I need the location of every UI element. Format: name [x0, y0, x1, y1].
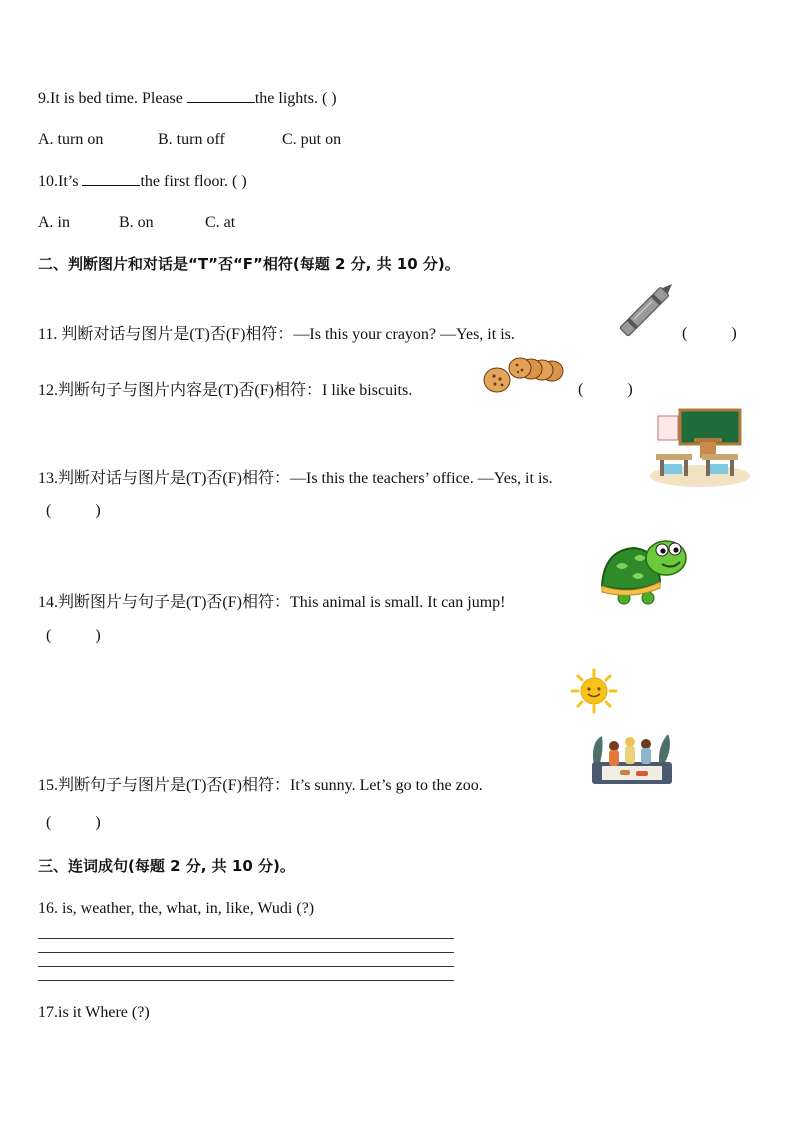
q10-prefix: 10.It’s: [38, 173, 83, 190]
q11-text: 11. 判断对话与图片是(T)否(F)相符：—Is this your crayon? —Yes, it is.: [38, 326, 515, 343]
q10-options: [38, 213, 235, 233]
q9-option-a[interactable]: A. turn on: [38, 131, 104, 148]
q10-option-c[interactable]: C. at: [205, 214, 236, 231]
q10-blank[interactable]: [82, 171, 140, 186]
q9-blank[interactable]: [187, 88, 255, 103]
turtle-icon: [596, 536, 690, 608]
q9-option-b[interactable]: B. turn off: [158, 131, 225, 148]
q17-text: 17.is it Where (?): [38, 1004, 150, 1021]
q9-options: [38, 130, 341, 150]
q13-text: 13.判断对话与图片是(T)否(F)相符：—Is this the teachers’ office. —Yes, it is.: [38, 470, 553, 487]
q12-answer-paren[interactable]: ( ): [578, 381, 633, 398]
q13-answer-paren[interactable]: ( ): [46, 502, 101, 519]
q14-answer-paren[interactable]: ( ): [46, 627, 101, 644]
section3-heading: 三、连词成句(每题 2 分, 共 10 分)。: [38, 857, 295, 875]
classroom-icon: [650, 408, 750, 488]
q16-writing-line-3[interactable]: [38, 966, 454, 967]
q16-writing-line-2[interactable]: [38, 952, 454, 953]
q10-stem: [38, 171, 247, 192]
q9-stem: [38, 88, 337, 109]
q9-prefix: 9.It is bed time. Please: [38, 90, 187, 107]
q15-answer-paren[interactable]: ( ): [46, 814, 101, 831]
q14-text: 14.判断图片与句子是(T)否(F)相符：This animal is small. It can jump!: [38, 594, 506, 611]
q11-answer-paren[interactable]: ( ): [682, 325, 737, 342]
crayon-icon: [612, 284, 674, 342]
q16-writing-line-1[interactable]: [38, 938, 454, 939]
q10-option-b[interactable]: B. on: [119, 214, 154, 231]
q12-text: 12.判断句子与图片内容是(T)否(F)相符：I like biscuits.: [38, 382, 413, 399]
biscuits-icon: [482, 354, 564, 396]
sun-icon: [568, 668, 620, 714]
q15-text: 15.判断句子与图片是(T)否(F)相符：It’s sunny. Let’s go to the zoo.: [38, 777, 483, 794]
section2-heading: 二、判断图片和对话是“T”否“F”相符(每题 2 分, 共 10 分)。: [38, 255, 460, 273]
q9-option-c[interactable]: C. put on: [282, 131, 342, 148]
q10-option-a[interactable]: A. in: [38, 214, 70, 231]
q16-text: 16. is, weather, the, what, in, like, Wudi (?): [38, 900, 315, 917]
q16-writing-line-4[interactable]: [38, 980, 454, 981]
q10-suffix: the first floor. ( ): [140, 173, 247, 190]
q9-suffix: the lights. ( ): [254, 90, 337, 107]
picnic-icon: [590, 728, 674, 788]
